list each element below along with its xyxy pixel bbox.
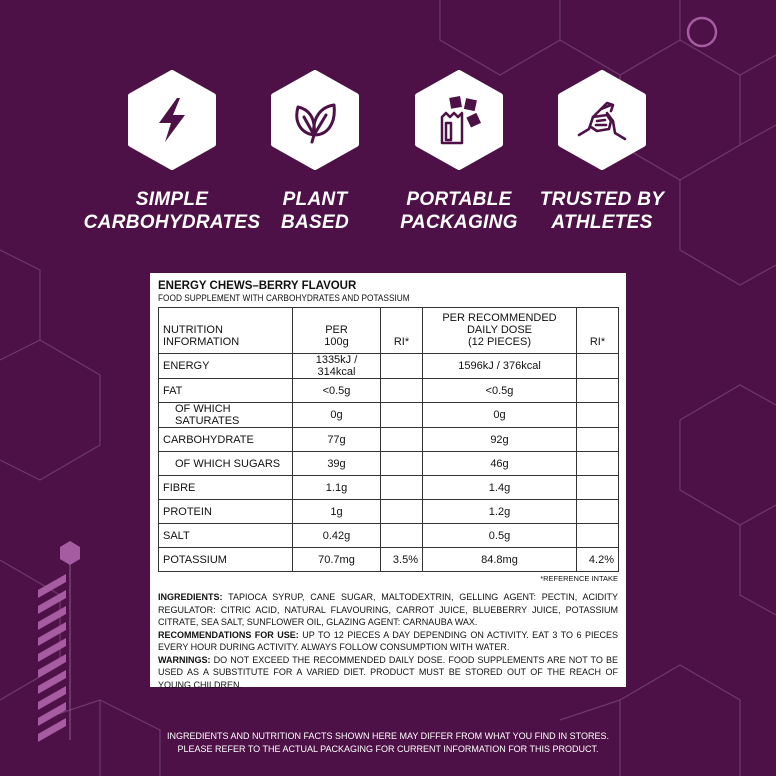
row-dose: 0.5g — [423, 524, 577, 548]
row-dose: 0g — [423, 403, 577, 428]
row-ri-dose — [577, 354, 619, 379]
label-title: ENERGY CHEWS–BERRY FLAVOUR — [158, 280, 357, 292]
row-dose: 1596kJ / 376kcal — [423, 354, 577, 379]
row-name: OF WHICH SATURATES — [159, 403, 293, 428]
row-name: ENERGY — [159, 354, 293, 379]
row-ri — [381, 500, 423, 524]
table-row — [159, 548, 619, 572]
row-per100: 1g — [293, 500, 381, 524]
leaf-icon — [290, 95, 340, 145]
decor-small-hex — [60, 541, 80, 565]
row-per100: 77g — [293, 428, 381, 452]
table-row — [159, 476, 619, 500]
row-per100: 1.1g — [293, 476, 381, 500]
row-per100: 1335kJ / 314kcal — [293, 354, 381, 379]
feature-hexagon — [552, 70, 652, 170]
row-per100: 0g — [293, 403, 381, 428]
feature-trusted-by-athletes — [512, 70, 692, 234]
handshake-icon — [577, 95, 627, 145]
ingredients-text: INGREDIENTS: TAPIOCA SYRUP, CANE SUGAR, MALTODEXTRIN, GELLING AGENT: PECTIN, ACIDITY REGULATOR: CITRIC ACID, NATURAL FLAVOURING, CARROT JUICE, BLUEBERRY JUICE, POTASSIUM CITRATE, SEA SALT, SUNFLOWER OIL, GLAZING AGENT: CARNAUBA WAX. — [158, 592, 618, 627]
row-name: FAT — [159, 379, 293, 403]
row-ri — [381, 428, 423, 452]
feature-hexagon — [122, 70, 222, 170]
row-dose: 84.8mg — [423, 548, 577, 572]
row-per100: <0.5g — [293, 379, 381, 403]
row-name: POTASSIUM — [159, 548, 293, 572]
row-ri-dose — [577, 403, 619, 428]
label-subtitle: FOOD SUPPLEMENT WITH CARBOHYDRATES AND POTASSIUM — [158, 293, 410, 303]
table-row — [159, 428, 619, 452]
feature-label: PLANT BASED — [280, 189, 349, 233]
row-dose: 1.2g — [423, 500, 577, 524]
row-name: CARBOHYDRATE — [159, 428, 293, 452]
feature-label: SIMPLE CARBOHYDRATES — [83, 189, 261, 233]
row-dose: 92g — [423, 428, 577, 452]
row-ri — [381, 379, 423, 403]
feature-label: TRUSTED BY ATHLETES — [539, 189, 665, 233]
row-per100: 0.42g — [293, 524, 381, 548]
label-notes — [158, 591, 618, 691]
feature-hexagon — [265, 70, 365, 170]
row-ri-dose — [577, 428, 619, 452]
disclaimer-line-1: INGREDIENTS AND NUTRITION FACTS SHOWN HERE MAY DIFFER FROM WHAT YOU FIND IN STORES. — [166, 731, 610, 741]
reference-intake-note: *REFERENCE INTAKE — [540, 574, 618, 583]
row-ri — [381, 403, 423, 428]
nutrition-label-panel — [150, 273, 626, 690]
table-row — [159, 379, 619, 403]
row-ri-dose: 4.2% — [577, 548, 619, 572]
feature-label: PORTABLE PACKAGING — [400, 189, 518, 233]
features-row — [0, 0, 776, 260]
row-ri-dose — [577, 524, 619, 548]
table-row — [159, 500, 619, 524]
row-ri — [381, 354, 423, 379]
row-dose: 46g — [423, 452, 577, 476]
warnings-text: WARNINGS: DO NOT EXCEED THE RECOMMENDED DAILY DOSE. FOOD SUPPLEMENTS ARE NOT TO BE USED AS A SUBSTITUTE FOR A VARIED DIET. PRODUCT MUST BE STORED OUT OF THE REACH OF YOUNG CHILDREN. — [158, 654, 618, 690]
row-ri-dose — [577, 476, 619, 500]
row-ri-dose — [577, 452, 619, 476]
row-name: PROTEIN — [159, 500, 293, 524]
table-row — [159, 354, 619, 379]
row-per100: 39g — [293, 452, 381, 476]
row-dose: <0.5g — [423, 379, 577, 403]
disclaimer-line-2: PLEASE REFER TO THE ACTUAL PACKAGING FOR CURRENT INFORMATION FOR THIS PRODUCT. — [177, 744, 599, 754]
row-ri — [381, 524, 423, 548]
row-dose: 1.4g — [423, 476, 577, 500]
recommendations-text: RECOMMENDATIONS FOR USE: UP TO 12 PIECES A DAY DEPENDING ON ACTIVITY. EAT 3 TO 6 PIECES EVERY HOUR DURING ACTIVITY. ALWAYS FOLLOW CONSUMPTION WITH WATER. — [158, 629, 618, 652]
table-header-row — [159, 308, 619, 354]
row-ri: 3.5% — [381, 548, 423, 572]
lightning-bolt-icon — [147, 95, 197, 145]
decor-stripes — [38, 574, 66, 742]
row-ri — [381, 452, 423, 476]
header-ri: RI* — [381, 308, 423, 354]
header-per-daily-dose: PER RECOMMENDED DAILY DOSE (12 PIECES) — [423, 308, 577, 354]
header-nutrition-information: NUTRITION INFORMATION — [159, 308, 293, 354]
feature-hexagon — [409, 70, 509, 170]
table-row — [159, 452, 619, 476]
row-ri-dose — [577, 379, 619, 403]
row-ri-dose — [577, 500, 619, 524]
chews-packet-icon — [434, 95, 484, 145]
row-name: SALT — [159, 524, 293, 548]
disclaimer-footer — [0, 730, 776, 756]
header-per-100g: PER 100g — [293, 308, 381, 354]
row-ri — [381, 476, 423, 500]
nutrition-table — [158, 307, 619, 572]
row-name: FIBRE — [159, 476, 293, 500]
row-per100: 70.7mg — [293, 548, 381, 572]
table-row — [159, 403, 619, 428]
header-ri-dose: RI* — [577, 308, 619, 354]
row-name: OF WHICH SUGARS — [159, 452, 293, 476]
table-row — [159, 524, 619, 548]
